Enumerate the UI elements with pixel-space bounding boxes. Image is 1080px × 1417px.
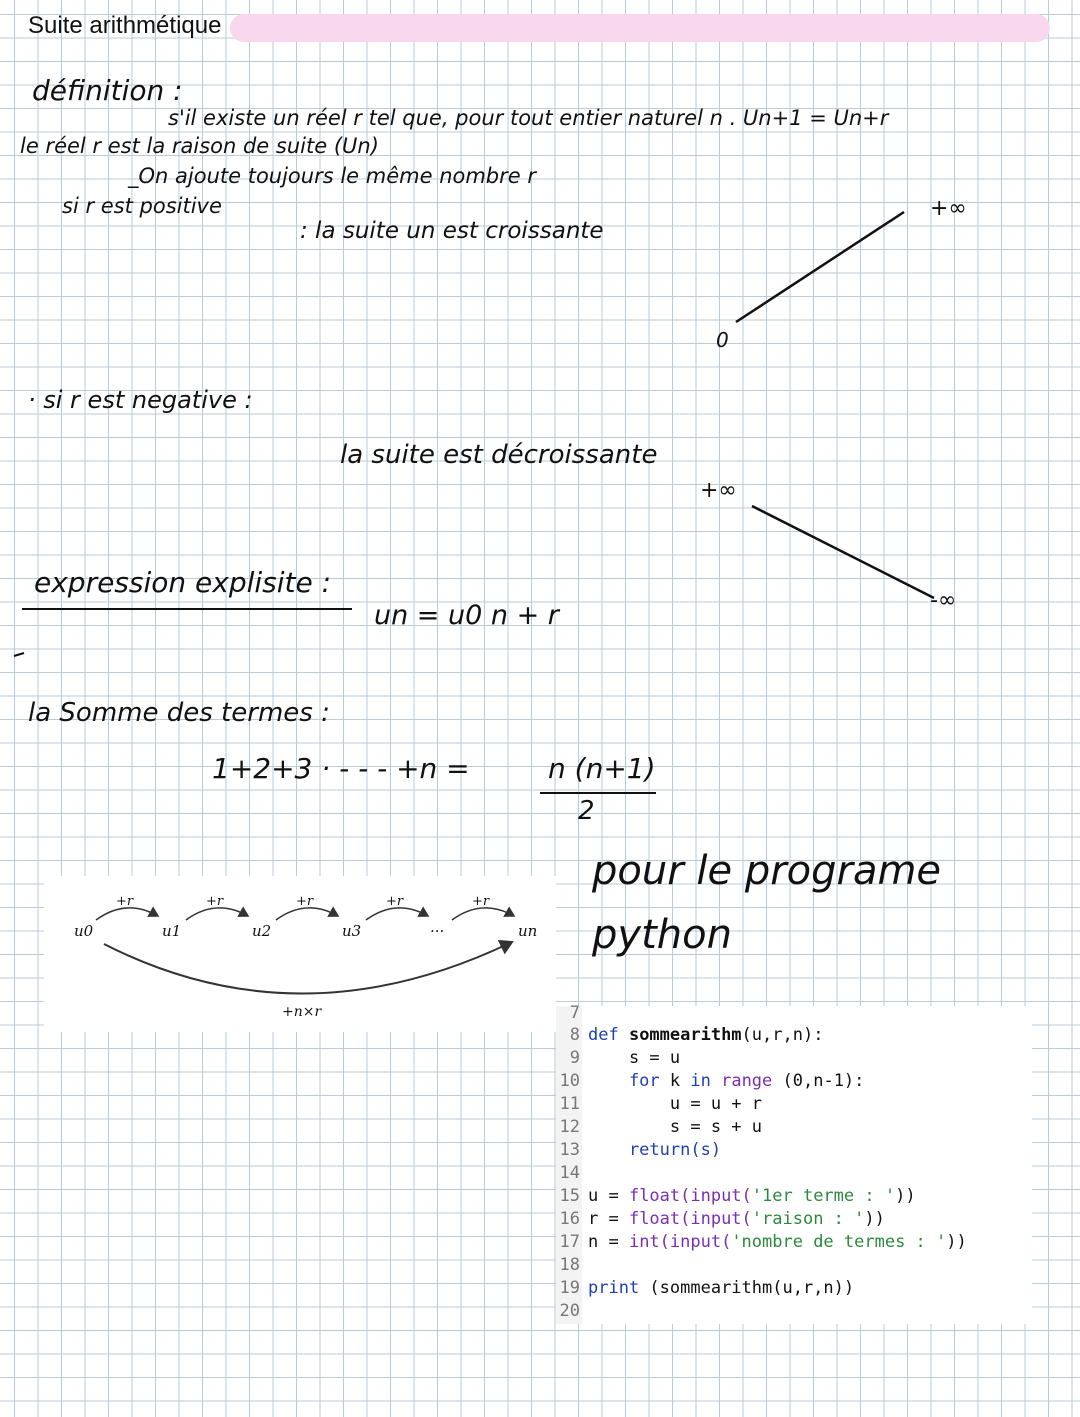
negative-condition: · si r est negative :: [28, 386, 253, 414]
python-note-line-2: python: [592, 912, 732, 958]
sum-denominator: 2: [578, 796, 595, 826]
diagram-step-5: +r: [472, 894, 490, 909]
sum-lhs: 1+2+3 · - - - +n =: [212, 752, 470, 785]
code-line-7: 7: [569, 1003, 580, 1023]
diagram-step-1: +r: [116, 894, 134, 909]
diagram-term-ellipsis: ...: [430, 918, 445, 936]
sum-numerator: n (n+1): [548, 752, 656, 785]
python-note-line-1: pour le programe: [592, 848, 942, 894]
code-line-15: 15 u = float(input('1er terme : ')): [559, 1186, 916, 1206]
diagram-term-u3: u3: [342, 922, 362, 940]
diagram-term-u1: u1: [162, 922, 182, 940]
code-line-11: 11 u = u + r: [559, 1094, 762, 1114]
graph-down-start-label: +∞: [700, 478, 737, 503]
negative-result: la suite est décroissante: [340, 440, 658, 470]
graph-up-end-label: +∞: [930, 196, 967, 221]
diagram-term-u0: u0: [74, 922, 94, 940]
definition-line-3: _On ajoute toujours le même nombre r: [128, 164, 537, 188]
explicit-formula: un = u0 n + r: [374, 600, 559, 631]
definition-line-2: le réel r est la raison de suite (Un): [20, 134, 379, 158]
diagram-step-4: +r: [386, 894, 404, 909]
margin-mark: [14, 653, 24, 656]
diagram-term-un: un: [518, 922, 538, 940]
code-line-20: 20: [559, 1301, 580, 1321]
code-line-14: 14: [559, 1163, 580, 1183]
positive-condition: si r est positive: [62, 194, 222, 218]
diagram-arrow-3: [276, 908, 338, 920]
decreasing-graph-line: [752, 506, 934, 598]
explicit-heading: expression explisite :: [34, 566, 332, 599]
code-line-8: 8 def sommearithm(u,r,n):: [569, 1025, 824, 1045]
code-line-18: 18: [559, 1255, 580, 1275]
positive-result: : la suite un est croissante: [300, 218, 604, 244]
graph-down-end-label: -∞: [930, 588, 957, 613]
diagram-total: +n×r: [282, 1004, 322, 1020]
diagram-total-arrow: [104, 942, 512, 994]
graph-up-start-label: 0: [716, 328, 729, 352]
diagram-arrow-4: [366, 908, 428, 920]
code-line-10: 10 for k in range (0,n-1):: [559, 1071, 865, 1091]
code-line-9: 9 s = u: [569, 1048, 681, 1068]
code-line-17: 17 n = int(input('nombre de termes : ')): [559, 1232, 967, 1252]
sum-heading: la Somme des termes :: [28, 698, 330, 728]
code-line-16: 16 r = float(input('raison : ')): [559, 1209, 885, 1229]
definition-line-1: s'il existe un réel r tel que, pour tout entier naturel n . Un+1 = Un+r: [168, 106, 889, 130]
code-line-12: 12 s = s + u: [559, 1117, 762, 1137]
diagram-arrow-5: [452, 908, 514, 920]
definition-heading: définition :: [32, 74, 183, 107]
diagram-arrow-1: [96, 908, 158, 920]
diagram-arrow-2: [186, 908, 248, 920]
diagram-term-u2: u2: [252, 922, 272, 940]
diagram-step-2: +r: [206, 894, 224, 909]
code-line-13: 13 return(s): [559, 1140, 722, 1160]
increasing-graph-line: [736, 212, 904, 322]
diagram-step-3: +r: [296, 894, 314, 909]
code-line-19: 19 print (sommearithm(u,r,n)): [559, 1278, 855, 1298]
page-title: Suite arithmétique: [28, 12, 222, 39]
